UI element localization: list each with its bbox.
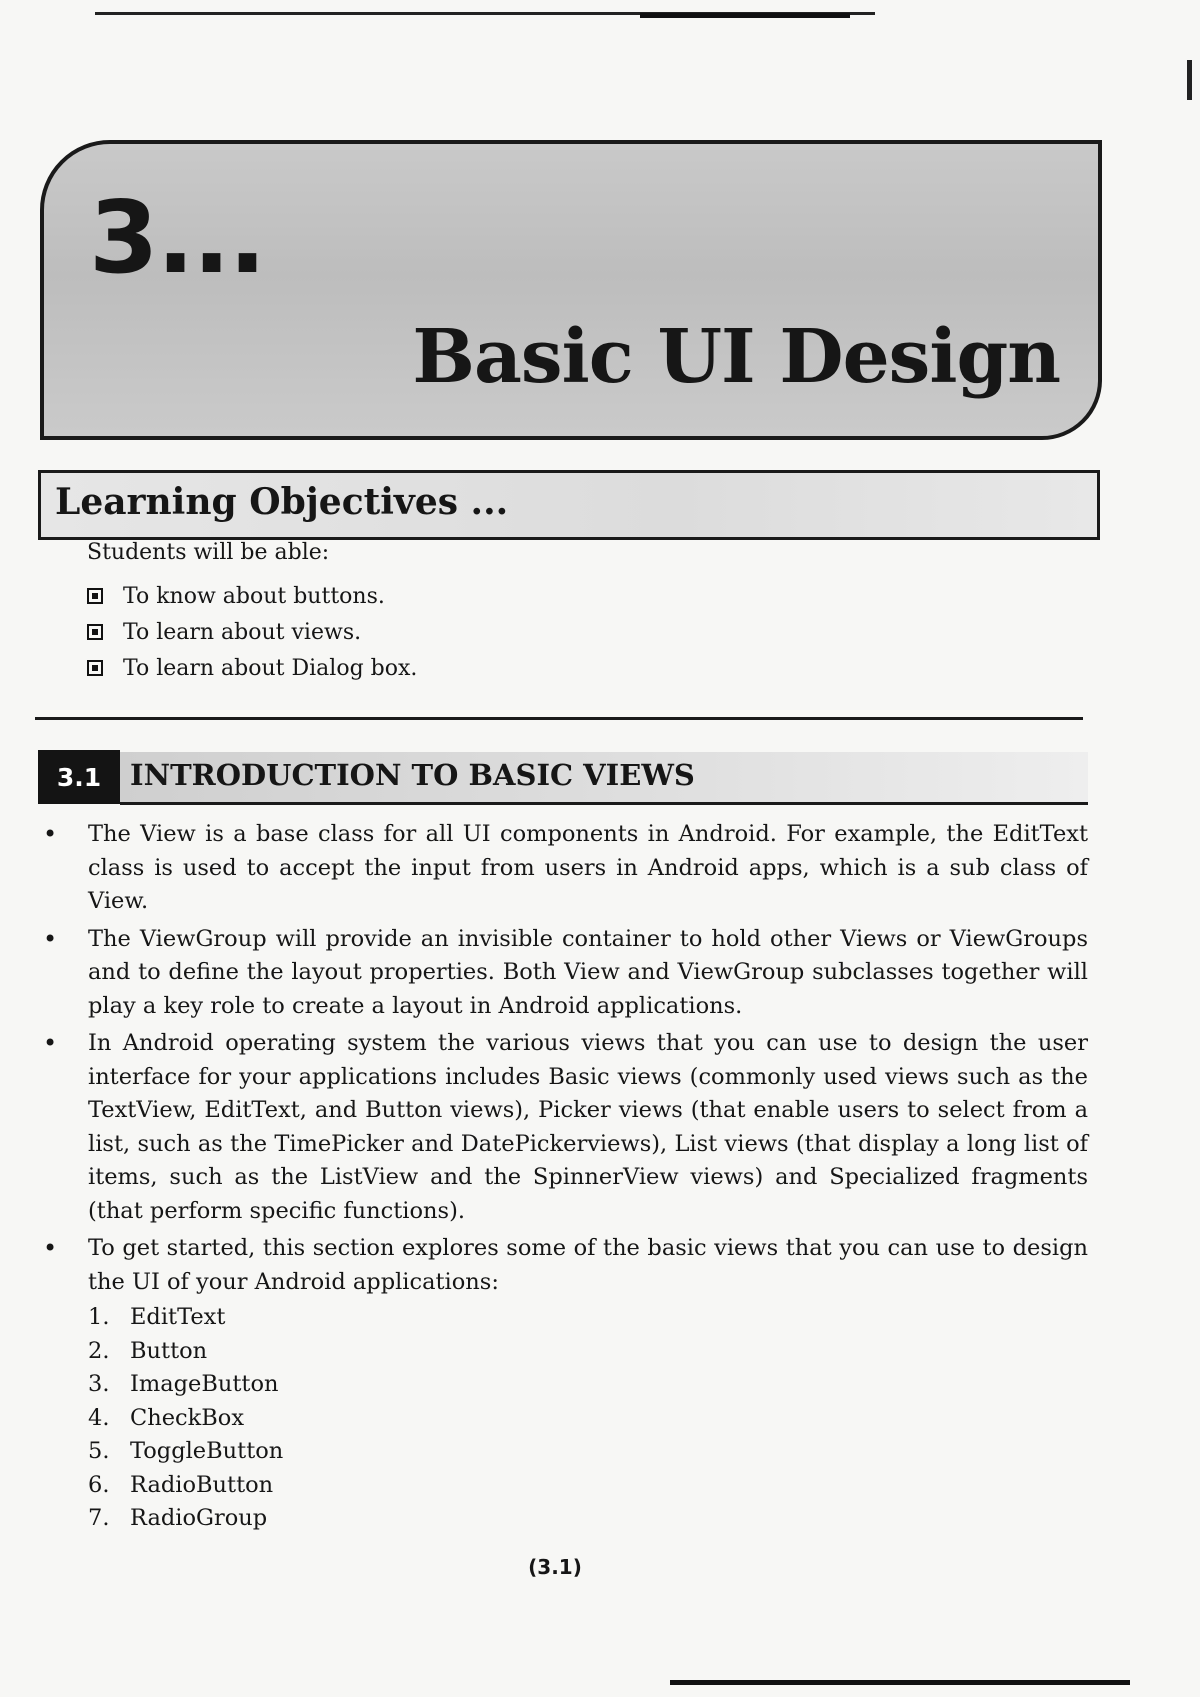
- chapter-number: 3...: [89, 179, 265, 296]
- paragraph-text: To get started, this section explores some of the basic views that you can use to design the UI of your Android applications:: [88, 1235, 1088, 1295]
- section-title-bar: [120, 752, 1088, 805]
- list-number: 5.: [88, 1438, 110, 1464]
- list-label: CheckBox: [130, 1404, 245, 1431]
- list-label: ToggleButton: [130, 1438, 284, 1464]
- section-body: [38, 818, 1088, 1540]
- list-label: RadioButton: [130, 1471, 274, 1498]
- square-bullet-icon: [87, 588, 103, 604]
- bullet-dot-icon: •: [43, 820, 58, 848]
- page-edge-mark: [1187, 60, 1192, 100]
- paragraph-text: The View is a base class for all UI components in Android. For example, the EditText class is used to accept the input from users in Android apps, which is a sub class of View.: [88, 821, 1088, 914]
- paragraph-item: [38, 818, 1088, 919]
- paragraph-item: [38, 1027, 1088, 1228]
- list-item: [88, 1502, 1088, 1536]
- page-number: (3.1): [528, 1555, 582, 1579]
- list-number: 1.: [88, 1304, 110, 1330]
- objective-item: [87, 650, 417, 686]
- list-number: 3.: [88, 1371, 110, 1397]
- paragraph-item: [38, 1232, 1088, 1536]
- list-number: 7.: [88, 1505, 110, 1531]
- list-label: Button: [130, 1337, 208, 1364]
- bullet-dot-icon: •: [43, 1029, 58, 1057]
- objective-text: To learn about views.: [123, 619, 362, 645]
- list-item: [88, 1435, 1088, 1469]
- learning-objectives-title: Learning Objectives ...: [55, 481, 509, 523]
- list-item: [88, 1368, 1088, 1402]
- objective-item: [87, 614, 417, 650]
- learning-objectives-header: [38, 470, 1100, 540]
- list-label: EditText: [130, 1304, 226, 1330]
- section-divider: [35, 717, 1083, 720]
- objective-item: [87, 578, 417, 614]
- objective-text: To know about buttons.: [123, 583, 385, 609]
- list-item: [88, 1301, 1088, 1335]
- list-number: 4.: [88, 1404, 110, 1431]
- list-number: 2.: [88, 1337, 110, 1364]
- list-number: 6.: [88, 1471, 110, 1498]
- chapter-title: Basic UI Design: [412, 314, 1060, 400]
- paragraph-text: The ViewGroup will provide an invisible container to hold other Views or ViewGroups and to define the layout properties. Both View and ViewGroup subclasses together will play a key role to create a layout in Android applications.: [88, 925, 1088, 1019]
- paragraph-item: [38, 923, 1088, 1024]
- list-label: ImageButton: [130, 1371, 279, 1397]
- paragraph-text: In Android operating system the various views that you can use to design the user interface for your applications includes Basic views (commonly used views such as the TextView, EditText, and Button views), Picker views (that enable users to select from a list, such as the TimePicker and DatePickerviews), List views (that display a long list of items, such as the ListView and the SpinnerView views) and Specialized fragments (that perform specific functions).: [88, 1030, 1088, 1224]
- square-bullet-icon: [87, 624, 103, 640]
- list-item: [88, 1469, 1088, 1503]
- list-label: RadioGroup: [130, 1505, 268, 1531]
- bullet-dot-icon: •: [43, 1234, 58, 1262]
- bottom-rule: [670, 1680, 1130, 1685]
- objectives-intro: Students will be able:: [87, 540, 330, 565]
- list-item: [88, 1402, 1088, 1436]
- objective-text: To learn about Dialog box.: [123, 655, 418, 681]
- objectives-list: [87, 578, 417, 686]
- section-number: 3.1: [38, 750, 120, 804]
- basic-views-list: [88, 1301, 1088, 1536]
- square-bullet-icon: [87, 660, 103, 676]
- bullet-dot-icon: •: [43, 924, 58, 953]
- top-rule-accent: [640, 13, 850, 18]
- section-heading: [38, 750, 1088, 808]
- list-item: [88, 1335, 1088, 1369]
- section-title: INTRODUCTION TO BASIC VIEWS: [130, 758, 695, 792]
- chapter-banner: [40, 140, 1102, 440]
